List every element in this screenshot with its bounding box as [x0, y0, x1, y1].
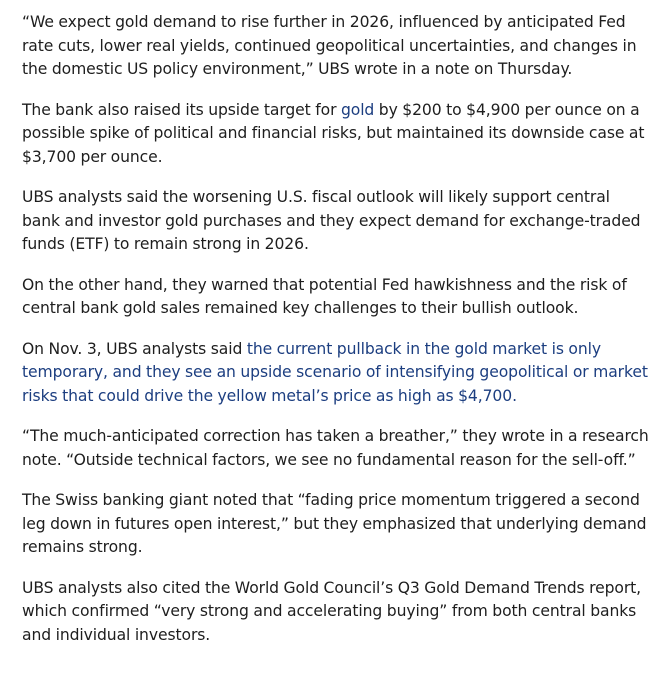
paragraph-price-momentum — [22, 489, 650, 560]
paragraph-nov3-analysis — [22, 338, 650, 409]
paragraph-text: On the other hand, they warned that potential Fed hawkishness and the risk of central bank gold sales remained key challenges to their bullish outlook. — [22, 275, 627, 317]
paragraph-text: by $200 to $4,900 per ounce on a possible spike of political and financial risks, but maintained its downside case at $3,700 per ounce. — [22, 100, 645, 166]
paragraph-text: On Nov. 3, UBS analysts said — [22, 339, 247, 358]
paragraph-text: “The much-anticipated correction has taken a breather,” they wrote in a research note. “Outside technical factors, we see no fundamental reason for the sell-off.” — [22, 427, 649, 469]
paragraph-key-challenges — [22, 274, 650, 321]
paragraph-text: The bank also raised its upside target for — [22, 100, 341, 119]
paragraph-text: UBS analysts said the worsening U.S. fiscal outlook will likely support central bank and investor gold purchases and they expect demand for exchange-traded funds (ETF) to remain strong in 2026. — [22, 188, 641, 253]
paragraph-wgc-report — [22, 577, 650, 648]
paragraph-text: UBS analysts also cited the World Gold Council’s Q3 Gold Demand Trends report, which confirmed “very strong and accelerating buying” from both central banks and individual investors. — [22, 578, 642, 644]
pullback-article-link[interactable]: the current pullback in the gold market is only temporary, and they see an upside scenario of intensifying geopolitical or market risks that could drive the yellow metal’s price as high as $4,700. — [22, 339, 648, 405]
paragraph-text: The Swiss banking giant noted that “fading price momentum triggered a second leg down in futures open interest,” but they emphasized that underlying demand remains strong. — [22, 491, 647, 556]
paragraph-text: “We expect gold demand to rise further in 2026, influenced by anticipated Fed rate cuts, lower real yields, continued geopolitical uncertainties, and changes in the domestic US policy environment,” UBS wrote in a note on Thursday. — [22, 13, 637, 78]
gold-link[interactable]: gold — [340, 100, 375, 119]
paragraph-upside-target — [22, 99, 650, 170]
paragraph-gold-demand-forecast — [22, 11, 650, 82]
paragraph-fiscal-outlook — [22, 186, 650, 257]
paragraph-correction-quote — [22, 425, 650, 472]
